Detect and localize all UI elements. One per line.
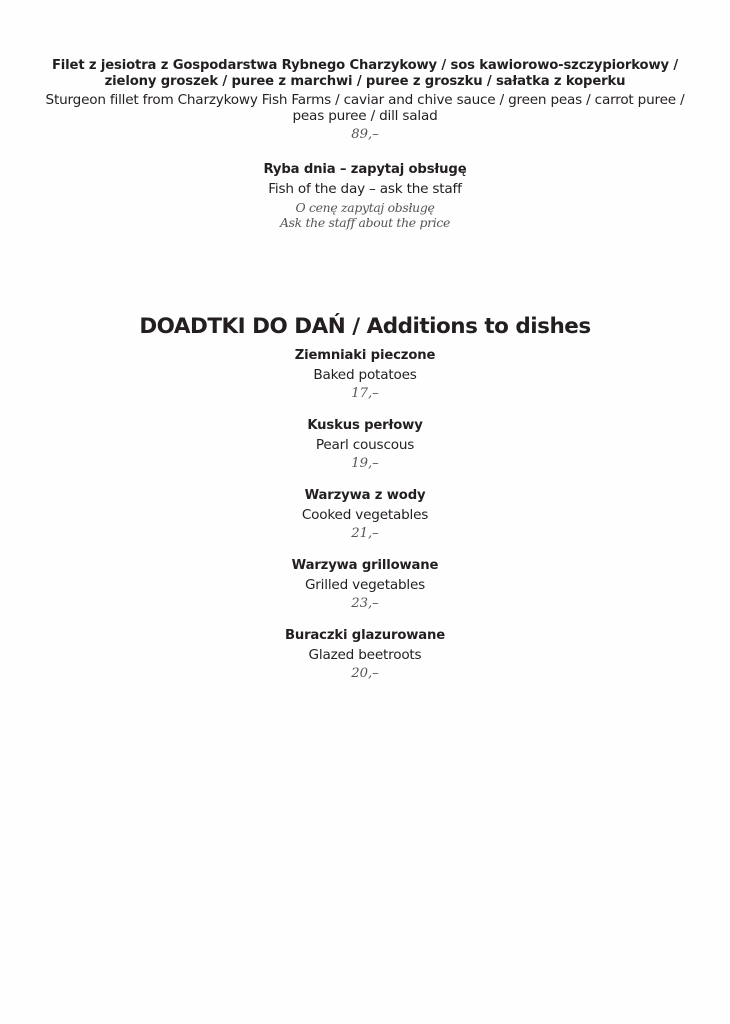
dish-price: 21,– [351, 526, 379, 541]
dish-name-en: Pearl couscous [315, 437, 415, 453]
dish-name-pl: Warzywa grillowane [291, 558, 439, 573]
price-note-en: Ask the staff about the price [279, 215, 451, 230]
dish-name-pl: Ryba dnia – zapytaj obsługę [263, 162, 467, 177]
price-note [40, 200, 690, 230]
dish-price: 89,– [351, 127, 379, 142]
dish-name-en: Grilled vegetables [304, 577, 426, 593]
menu-item-glazed-beetroots [0, 628, 730, 698]
menu-item-baked-potatoes [0, 348, 730, 418]
section-title-additions: DOADTKI DO DAŃ / Additions to dishes [139, 314, 591, 339]
menu-item-cooked-vegetables [0, 488, 730, 558]
dish-name-en: Cooked vegetables [301, 507, 429, 523]
dish-price: 19,– [351, 456, 379, 471]
menu-item-sturgeon [40, 58, 690, 143]
dish-price: 17,– [351, 386, 379, 401]
dish-name-pl: Buraczki glazurowane [284, 628, 446, 643]
dish-price: 23,– [351, 596, 379, 611]
menu-item-grilled-vegetables [0, 558, 730, 628]
dish-name-en: Fish of the day – ask the staff [268, 181, 462, 197]
dish-name-en: Sturgeon fillet from Charzykowy Fish Farms / caviar and chive sauce / green peas / carrot puree / peas puree / dill salad [45, 92, 685, 124]
main-dishes-section [40, 58, 690, 230]
dish-name-pl: Ziemniaki pieczone [294, 348, 436, 363]
additions-list [0, 348, 730, 698]
menu-item-pearl-couscous [0, 418, 730, 488]
price-note-pl: O cenę zapytaj obsługę [295, 200, 435, 215]
dish-name-pl: Filet z jesiotra z Gospodarstwa Rybnego Charzykowy / sos kawiorowo-szczypiorkowy / zielony groszek / puree z marchwi / puree z groszku / sałatka z koperku [51, 58, 679, 89]
dish-name-en: Glazed beetroots [308, 647, 422, 663]
menu-item-fish-of-the-day [40, 162, 690, 230]
dish-name-pl: Warzywa z wody [304, 488, 426, 503]
dish-name-pl: Kuskus perłowy [307, 418, 423, 433]
dish-price: 20,– [351, 666, 379, 681]
dish-name-en: Baked potatoes [313, 367, 417, 383]
